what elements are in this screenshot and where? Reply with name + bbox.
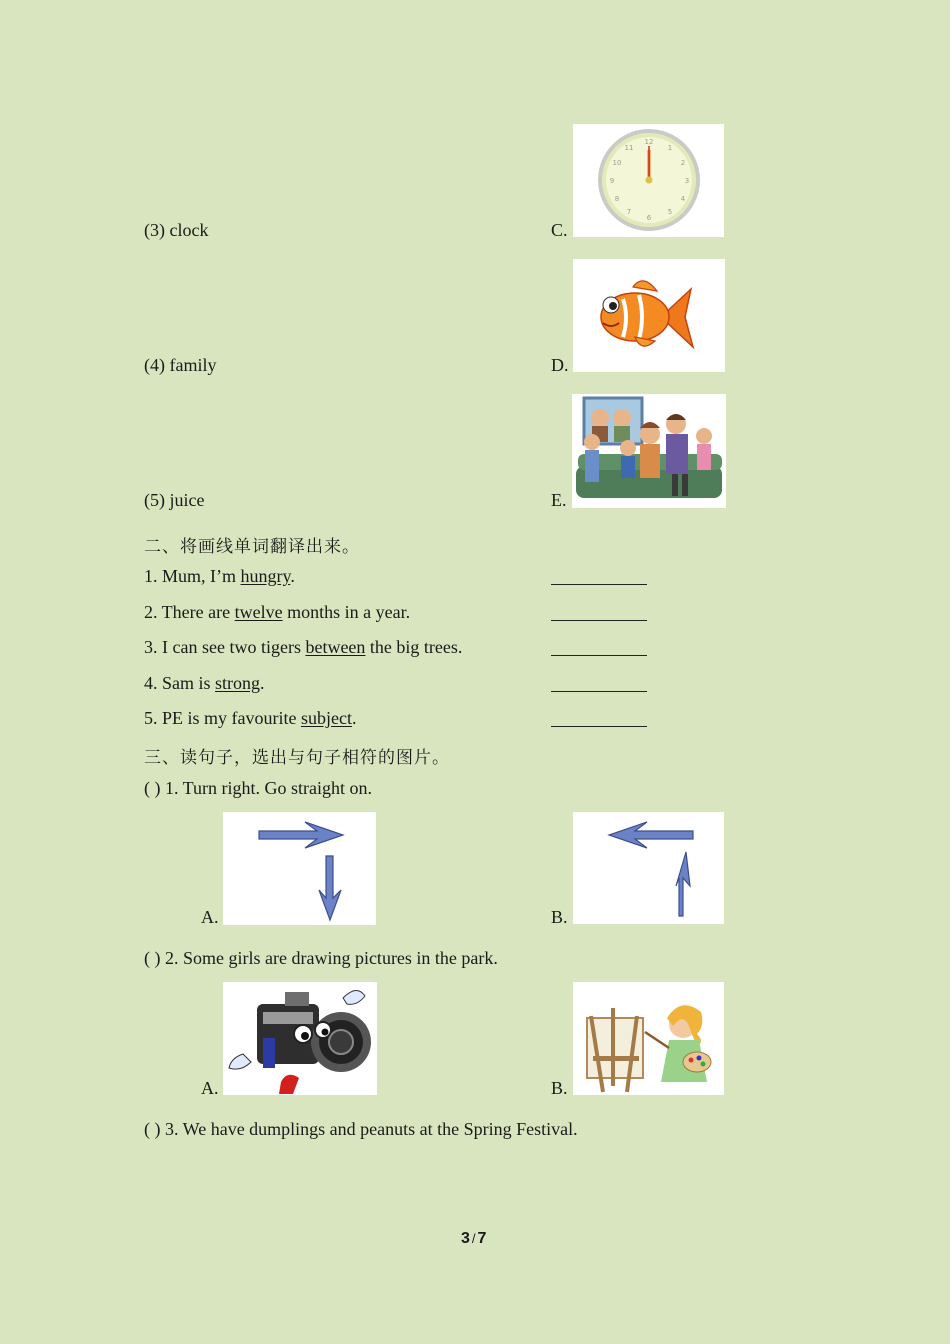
answer-blank-3[interactable] [551, 655, 647, 656]
translate-item-5: 5. PE is my favourite subject. [144, 708, 357, 728]
arrows-right-down-icon [223, 812, 376, 925]
answer-blank-2[interactable] [551, 620, 647, 621]
svg-text:8: 8 [614, 195, 620, 203]
family-on-sofa-icon [572, 394, 726, 508]
matching-word-4: (4) family [144, 355, 217, 375]
svg-text:5: 5 [667, 208, 673, 216]
option-2a-picture[interactable] [223, 982, 377, 1095]
svg-text:1: 1 [667, 144, 673, 152]
matching-letter-e: E. [551, 490, 567, 510]
matching-letter-c: C. [551, 220, 568, 240]
svg-text:3: 3 [684, 177, 690, 185]
underlined-word: hungry [240, 566, 291, 586]
svg-text:7: 7 [626, 208, 632, 216]
question-3: ( ) 3. We have dumplings and peanuts at the Spring Festival. [144, 1119, 578, 1139]
page-number: 3 / 7 [461, 1230, 487, 1247]
arrows-left-up-icon [573, 812, 724, 924]
option-1a-label: A. [201, 907, 219, 927]
section2-heading: 二、将画线单词翻译出来。 [144, 537, 360, 557]
option-1b-picture[interactable] [573, 812, 724, 924]
translate-item-2: 2. There are twelve months in a year. [144, 602, 411, 622]
fish-picture [573, 259, 725, 372]
option-2b-label: B. [551, 1078, 568, 1098]
svg-text:9: 9 [609, 177, 615, 185]
svg-text:2: 2 [680, 159, 686, 167]
matching-word-3: (3) clock [144, 220, 209, 240]
underlined-word: strong [215, 673, 261, 693]
camera-cartoon-icon [223, 982, 377, 1095]
svg-text:4: 4 [680, 195, 686, 203]
family-picture [572, 394, 726, 508]
svg-text:11: 11 [624, 144, 634, 152]
underlined-word: between [305, 637, 366, 657]
option-2a-label: A. [201, 1078, 219, 1098]
translate-item-4: 4. Sam is strong. [144, 673, 265, 693]
girl-painting-easel-icon [573, 982, 724, 1095]
goldfish-icon [573, 259, 725, 372]
answer-blank-4[interactable] [551, 691, 647, 692]
matching-word-5: (5) juice [144, 490, 205, 510]
question-1: ( ) 1. Turn right. Go straight on. [144, 778, 373, 798]
answer-blank-5[interactable] [551, 726, 647, 727]
answer-blank-1[interactable] [551, 584, 647, 585]
svg-text:12: 12 [644, 138, 654, 146]
translate-item-3: 3. I can see two tigers between the big trees. [144, 637, 463, 657]
option-1b-label: B. [551, 907, 568, 927]
underlined-word: twelve [234, 602, 283, 622]
option-1a-picture[interactable] [223, 812, 376, 925]
question-2: ( ) 2. Some girls are drawing pictures in the park. [144, 948, 498, 968]
clock-picture [573, 124, 724, 237]
option-2b-picture[interactable] [573, 982, 724, 1095]
svg-text:10: 10 [612, 159, 622, 167]
svg-text:6: 6 [646, 214, 652, 222]
matching-letter-d: D. [551, 355, 569, 375]
underlined-word: subject [300, 708, 352, 728]
clock-icon [573, 124, 724, 237]
translate-item-1: 1. Mum, I’m hungry. [144, 566, 295, 586]
section3-heading: 三、读句子，选出与句子相符的图片。 [144, 748, 450, 768]
